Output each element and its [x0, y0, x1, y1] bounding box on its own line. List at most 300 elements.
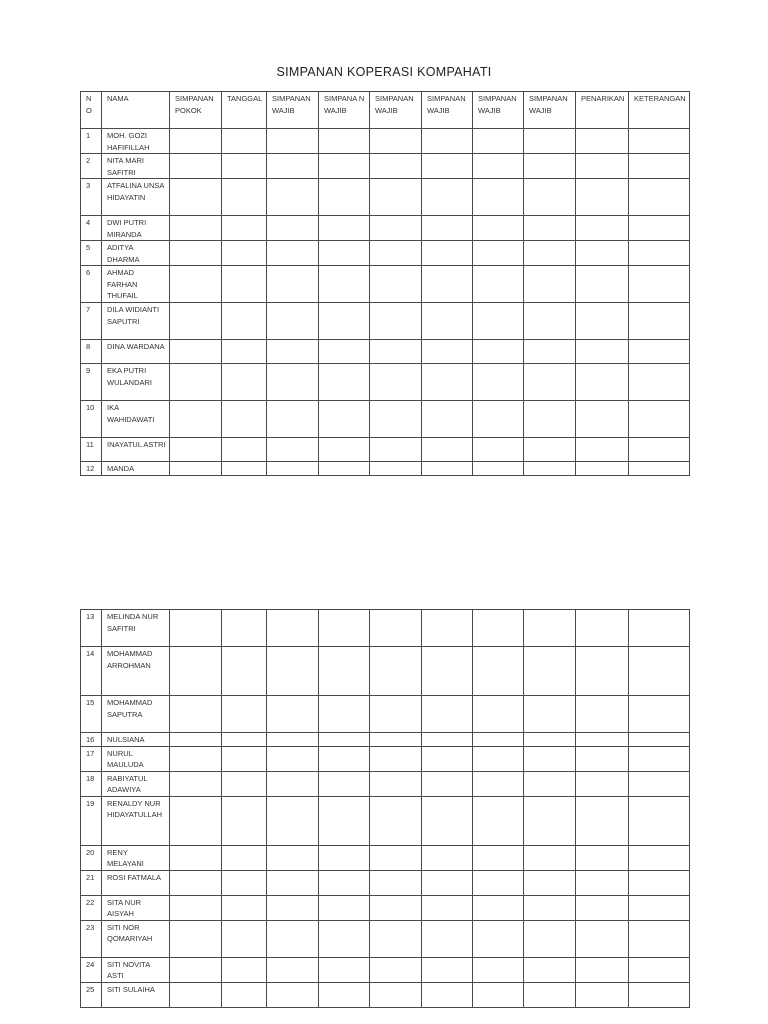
empty-cell: [267, 241, 319, 266]
member-name: NULSIANA: [102, 733, 170, 747]
header-simpanan-pokok: SIMPANAN POKOK: [170, 92, 222, 129]
table-row: [81, 303, 690, 340]
empty-cell: [422, 771, 473, 796]
empty-cell: [267, 746, 319, 771]
empty-cell: [319, 462, 370, 476]
empty-cell: [629, 610, 690, 647]
table-row: [81, 771, 690, 796]
empty-cell: [576, 982, 629, 1007]
empty-cell: [319, 179, 370, 216]
empty-cell: [473, 266, 524, 303]
empty-cell: [524, 647, 576, 696]
member-name: ATFALINA UNSA HIDAYATIN: [102, 179, 170, 216]
empty-cell: [473, 982, 524, 1007]
empty-cell: [629, 462, 690, 476]
empty-cell: [473, 733, 524, 747]
empty-cell: [222, 696, 267, 733]
empty-cell: [629, 216, 690, 241]
empty-cell: [422, 796, 473, 845]
empty-cell: [576, 696, 629, 733]
empty-cell: [267, 957, 319, 982]
empty-cell: [524, 610, 576, 647]
empty-cell: [170, 895, 222, 920]
empty-cell: [370, 982, 422, 1007]
empty-cell: [267, 303, 319, 340]
empty-cell: [473, 920, 524, 957]
empty-cell: [222, 462, 267, 476]
empty-cell: [576, 303, 629, 340]
empty-cell: [222, 303, 267, 340]
empty-cell: [319, 920, 370, 957]
table-row: [81, 733, 690, 747]
empty-cell: [319, 796, 370, 845]
empty-cell: [370, 895, 422, 920]
empty-cell: [422, 438, 473, 462]
page-title: SIMPANAN KOPERASI KOMPAHATI: [276, 65, 492, 79]
table-row: [81, 364, 690, 401]
empty-cell: [576, 845, 629, 870]
empty-cell: [576, 895, 629, 920]
empty-cell: [222, 179, 267, 216]
savings-table-page-2: [80, 609, 690, 1008]
empty-cell: [576, 129, 629, 154]
empty-cell: [524, 895, 576, 920]
empty-cell: [319, 696, 370, 733]
row-number: 1: [81, 129, 102, 154]
empty-cell: [422, 610, 473, 647]
empty-cell: [170, 179, 222, 216]
empty-cell: [473, 845, 524, 870]
row-number: 23: [81, 920, 102, 957]
empty-cell: [576, 401, 629, 438]
empty-cell: [170, 462, 222, 476]
empty-cell: [170, 746, 222, 771]
empty-cell: [170, 696, 222, 733]
empty-cell: [422, 920, 473, 957]
table-row: [81, 696, 690, 733]
empty-cell: [422, 129, 473, 154]
empty-cell: [422, 179, 473, 216]
member-name: INAYATUL ASTRI: [102, 438, 170, 462]
empty-cell: [422, 746, 473, 771]
empty-cell: [422, 696, 473, 733]
empty-cell: [524, 340, 576, 364]
empty-cell: [524, 771, 576, 796]
empty-cell: [473, 746, 524, 771]
table-row: [81, 647, 690, 696]
empty-cell: [473, 340, 524, 364]
empty-cell: [629, 957, 690, 982]
empty-cell: [267, 438, 319, 462]
empty-cell: [370, 920, 422, 957]
empty-cell: [267, 340, 319, 364]
row-number: 17: [81, 746, 102, 771]
empty-cell: [370, 266, 422, 303]
empty-cell: [319, 845, 370, 870]
member-name: RENY MELAYANI: [102, 845, 170, 870]
empty-cell: [629, 870, 690, 895]
empty-cell: [319, 303, 370, 340]
empty-cell: [267, 364, 319, 401]
member-name: ROSI FATMALA: [102, 870, 170, 895]
empty-cell: [267, 771, 319, 796]
empty-cell: [473, 771, 524, 796]
empty-cell: [524, 303, 576, 340]
empty-cell: [524, 796, 576, 845]
empty-cell: [370, 340, 422, 364]
empty-cell: [170, 920, 222, 957]
empty-cell: [524, 364, 576, 401]
empty-cell: [473, 462, 524, 476]
empty-cell: [473, 610, 524, 647]
empty-cell: [267, 647, 319, 696]
empty-cell: [576, 462, 629, 476]
empty-cell: [524, 241, 576, 266]
empty-cell: [524, 982, 576, 1007]
empty-cell: [170, 870, 222, 895]
empty-cell: [370, 179, 422, 216]
table-row: [81, 920, 690, 957]
empty-cell: [319, 746, 370, 771]
empty-cell: [576, 438, 629, 462]
table-row: [81, 845, 690, 870]
empty-cell: [370, 610, 422, 647]
empty-cell: [170, 957, 222, 982]
member-name: MOH. GOZI HAFIFILLAH: [102, 129, 170, 154]
empty-cell: [370, 216, 422, 241]
table-row: [81, 982, 690, 1007]
empty-cell: [319, 401, 370, 438]
row-number: 24: [81, 957, 102, 982]
row-number: 6: [81, 266, 102, 303]
empty-cell: [422, 266, 473, 303]
table-row: [81, 401, 690, 438]
table-row: [81, 129, 690, 154]
empty-cell: [170, 241, 222, 266]
empty-cell: [267, 870, 319, 895]
empty-cell: [576, 610, 629, 647]
member-name: MOHAMMAD SAPUTRA: [102, 696, 170, 733]
empty-cell: [576, 340, 629, 364]
member-name: RENALDY NUR HIDAYATULLAH: [102, 796, 170, 845]
empty-cell: [473, 241, 524, 266]
empty-cell: [422, 845, 473, 870]
member-name: SITI SULAIHA: [102, 982, 170, 1007]
empty-cell: [629, 845, 690, 870]
header-keterangan: KETERANGAN: [629, 92, 690, 129]
empty-cell: [629, 647, 690, 696]
empty-cell: [524, 696, 576, 733]
empty-cell: [629, 401, 690, 438]
empty-cell: [370, 647, 422, 696]
empty-cell: [170, 266, 222, 303]
empty-cell: [319, 771, 370, 796]
empty-cell: [422, 733, 473, 747]
empty-cell: [222, 746, 267, 771]
empty-cell: [370, 462, 422, 476]
table-row: [81, 438, 690, 462]
table-row: [81, 895, 690, 920]
empty-cell: [222, 733, 267, 747]
empty-cell: [629, 129, 690, 154]
empty-cell: [370, 401, 422, 438]
empty-cell: [170, 154, 222, 179]
header-simpanan-wajib-3: SIMPANAN WAJIB: [370, 92, 422, 129]
member-name: AHMAD FARHAN THUFAIL: [102, 266, 170, 303]
member-name: MELINDA NUR SAFITRI: [102, 610, 170, 647]
empty-cell: [524, 401, 576, 438]
empty-cell: [170, 216, 222, 241]
empty-cell: [222, 647, 267, 696]
empty-cell: [629, 179, 690, 216]
empty-cell: [473, 870, 524, 895]
empty-cell: [319, 129, 370, 154]
empty-cell: [222, 845, 267, 870]
empty-cell: [319, 870, 370, 895]
empty-cell: [222, 154, 267, 179]
empty-cell: [170, 771, 222, 796]
empty-cell: [370, 696, 422, 733]
empty-cell: [524, 438, 576, 462]
empty-cell: [370, 241, 422, 266]
empty-cell: [370, 796, 422, 845]
empty-cell: [422, 340, 473, 364]
table-row: [81, 154, 690, 179]
row-number: 10: [81, 401, 102, 438]
empty-cell: [222, 364, 267, 401]
header-simpanan-wajib-4: SIMPANAN WAJIB: [422, 92, 473, 129]
empty-cell: [170, 401, 222, 438]
empty-cell: [267, 266, 319, 303]
empty-cell: [422, 957, 473, 982]
empty-cell: [473, 647, 524, 696]
table-row: [81, 796, 690, 845]
empty-cell: [222, 610, 267, 647]
member-name: NURUL MAULUDA: [102, 746, 170, 771]
empty-cell: [267, 696, 319, 733]
row-number: 15: [81, 696, 102, 733]
empty-cell: [319, 241, 370, 266]
empty-cell: [170, 303, 222, 340]
empty-cell: [170, 129, 222, 154]
table-row: [81, 870, 690, 895]
empty-cell: [629, 920, 690, 957]
empty-cell: [370, 303, 422, 340]
member-name: DINA WARDANA: [102, 340, 170, 364]
empty-cell: [576, 957, 629, 982]
empty-cell: [319, 610, 370, 647]
empty-cell: [370, 957, 422, 982]
header-simpanan-wajib-1: SIMPANAN WAJIB: [267, 92, 319, 129]
member-name: SITA NUR AISYAH: [102, 895, 170, 920]
member-name: SITI NOVITA ASTI: [102, 957, 170, 982]
empty-cell: [319, 438, 370, 462]
empty-cell: [370, 870, 422, 895]
empty-cell: [576, 870, 629, 895]
row-number: 22: [81, 895, 102, 920]
empty-cell: [267, 845, 319, 870]
empty-cell: [473, 179, 524, 216]
empty-cell: [524, 920, 576, 957]
empty-cell: [267, 216, 319, 241]
row-number: 5: [81, 241, 102, 266]
empty-cell: [370, 438, 422, 462]
empty-cell: [473, 303, 524, 340]
empty-cell: [524, 746, 576, 771]
empty-cell: [267, 129, 319, 154]
empty-cell: [319, 340, 370, 364]
empty-cell: [524, 733, 576, 747]
empty-cell: [422, 216, 473, 241]
empty-cell: [524, 154, 576, 179]
empty-cell: [576, 771, 629, 796]
empty-cell: [576, 796, 629, 845]
empty-cell: [222, 771, 267, 796]
empty-cell: [576, 154, 629, 179]
table-row: [81, 266, 690, 303]
empty-cell: [170, 438, 222, 462]
row-number: 12: [81, 462, 102, 476]
row-number: 21: [81, 870, 102, 895]
row-number: 25: [81, 982, 102, 1007]
empty-cell: [170, 364, 222, 401]
row-number: 2: [81, 154, 102, 179]
empty-cell: [319, 364, 370, 401]
member-name: RABIYATUL ADAWIYA: [102, 771, 170, 796]
empty-cell: [576, 746, 629, 771]
row-number: 20: [81, 845, 102, 870]
row-number: 19: [81, 796, 102, 845]
empty-cell: [267, 733, 319, 747]
empty-cell: [629, 154, 690, 179]
empty-cell: [524, 129, 576, 154]
row-number: 14: [81, 647, 102, 696]
empty-cell: [576, 216, 629, 241]
empty-cell: [370, 154, 422, 179]
row-number: 3: [81, 179, 102, 216]
empty-cell: [267, 401, 319, 438]
table-row: [81, 179, 690, 216]
empty-cell: [576, 920, 629, 957]
empty-cell: [267, 982, 319, 1007]
empty-cell: [422, 462, 473, 476]
empty-cell: [473, 401, 524, 438]
empty-cell: [524, 462, 576, 476]
empty-cell: [422, 303, 473, 340]
empty-cell: [222, 982, 267, 1007]
empty-cell: [370, 746, 422, 771]
empty-cell: [422, 647, 473, 696]
empty-cell: [170, 610, 222, 647]
row-number: 8: [81, 340, 102, 364]
empty-cell: [319, 266, 370, 303]
member-name: EKA PUTRI WULANDARI: [102, 364, 170, 401]
member-name: MOHAMMAD ARROHMAN: [102, 647, 170, 696]
empty-cell: [629, 895, 690, 920]
savings-table-page-1: [80, 91, 690, 476]
row-number: 16: [81, 733, 102, 747]
table-row: [81, 216, 690, 241]
empty-cell: [629, 982, 690, 1007]
empty-cell: [629, 303, 690, 340]
empty-cell: [629, 241, 690, 266]
empty-cell: [170, 982, 222, 1007]
member-name: ADITYA DHARMA: [102, 241, 170, 266]
empty-cell: [629, 771, 690, 796]
empty-cell: [629, 746, 690, 771]
header-simpanan-wajib-2: SIMPANA N WAJIB: [319, 92, 370, 129]
empty-cell: [319, 733, 370, 747]
row-number: 4: [81, 216, 102, 241]
empty-cell: [524, 957, 576, 982]
empty-cell: [222, 340, 267, 364]
empty-cell: [267, 610, 319, 647]
empty-cell: [222, 920, 267, 957]
header-nama: NAMA: [102, 92, 170, 129]
empty-cell: [222, 957, 267, 982]
empty-cell: [629, 438, 690, 462]
empty-cell: [267, 920, 319, 957]
member-name: DILA WIDIANTI SAPUTRI: [102, 303, 170, 340]
empty-cell: [576, 266, 629, 303]
empty-cell: [370, 845, 422, 870]
empty-cell: [222, 438, 267, 462]
empty-cell: [473, 364, 524, 401]
empty-cell: [524, 870, 576, 895]
empty-cell: [170, 796, 222, 845]
empty-cell: [576, 179, 629, 216]
empty-cell: [170, 733, 222, 747]
table-row: [81, 746, 690, 771]
empty-cell: [524, 179, 576, 216]
empty-cell: [422, 895, 473, 920]
empty-cell: [222, 129, 267, 154]
empty-cell: [222, 241, 267, 266]
empty-cell: [422, 982, 473, 1007]
empty-cell: [319, 647, 370, 696]
empty-cell: [629, 266, 690, 303]
empty-cell: [629, 364, 690, 401]
empty-cell: [267, 179, 319, 216]
empty-cell: [473, 216, 524, 241]
row-number: 11: [81, 438, 102, 462]
empty-cell: [222, 266, 267, 303]
empty-cell: [629, 796, 690, 845]
empty-cell: [422, 364, 473, 401]
empty-cell: [473, 796, 524, 845]
empty-cell: [222, 796, 267, 845]
header-no: N O: [81, 92, 102, 129]
empty-cell: [473, 895, 524, 920]
empty-cell: [422, 401, 473, 438]
header-penarikan: PENARIKAN: [576, 92, 629, 129]
empty-cell: [267, 154, 319, 179]
empty-cell: [422, 241, 473, 266]
empty-cell: [222, 895, 267, 920]
empty-cell: [422, 154, 473, 179]
empty-cell: [170, 340, 222, 364]
empty-cell: [170, 647, 222, 696]
table-header-row: [81, 92, 690, 129]
empty-cell: [319, 982, 370, 1007]
empty-cell: [222, 216, 267, 241]
member-name: DWI PUTRI MIRANDA: [102, 216, 170, 241]
table-row: [81, 462, 690, 476]
empty-cell: [222, 401, 267, 438]
empty-cell: [319, 895, 370, 920]
empty-cell: [170, 845, 222, 870]
row-number: 18: [81, 771, 102, 796]
